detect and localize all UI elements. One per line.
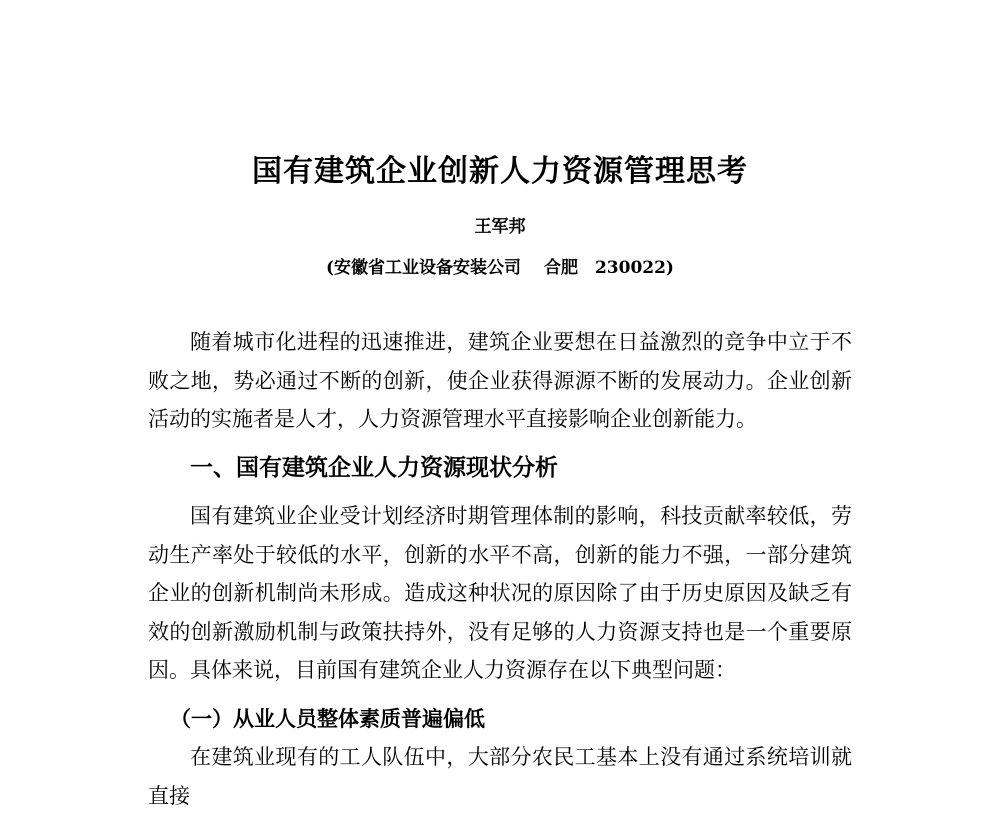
section-heading-1: 一、国有建筑企业人力资源现状分析 [190, 454, 558, 481]
subsection-heading-1: （一）从业人员整体素质普遍偏低 [170, 706, 485, 731]
subsection1-paragraph: 在建筑业现有的工人队伍中，大部分农民工基本上没有通过系统培训就直接 [148, 745, 852, 808]
section1-paragraph: 国有建筑业企业受计划经济时期管理体制的影响，科技贡献率较低，劳动生产率处于较低的水平，创新的水平不高，创新的能力不强，一部分建筑企业的创新机制尚未形成。造成这种状况的原因除了由于历史原因及缺乏有效的创新激励机制与政策扶持外，没有足够的人力资源支持也是一个重要原因。具体来说，目前国有建筑企业人力资源存在以下典型问题： [148, 504, 852, 682]
intro-paragraph: 随着城市化进程的迅速推进，建筑企业要想在日益激烈的竞争中立于不败之地，势必通过不断的创新，使企业获得源源不断的发展动力。企业创新活动的实施者是人才，人力资源管理水平直接影响企业创新能力。 [148, 330, 852, 431]
article-title: 国有建筑企业创新人力资源管理思考 [252, 154, 748, 189]
author-name: 王军邦 [474, 217, 526, 237]
author-affiliation: (安徽省工业设备安装公司 合肥 230022) [326, 258, 674, 278]
